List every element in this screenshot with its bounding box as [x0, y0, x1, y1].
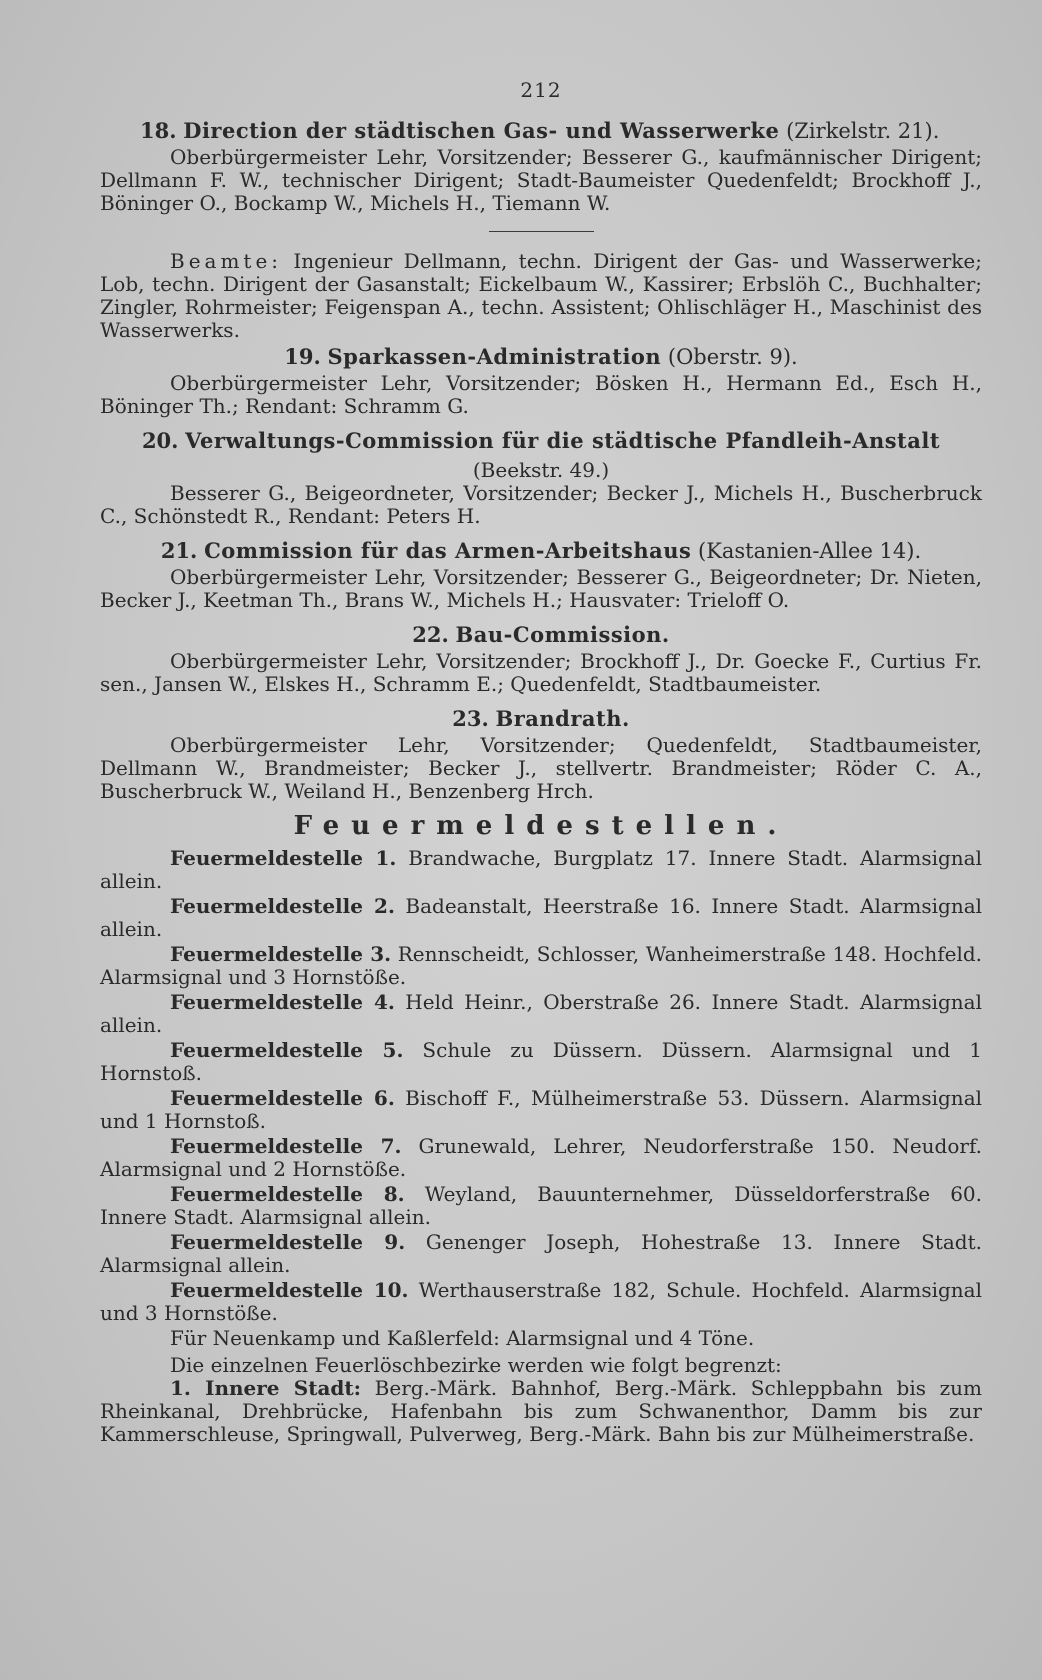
section-number: 18.	[140, 118, 177, 143]
feuermeldestelle-entry	[100, 1135, 982, 1181]
feuermeldestelle-entry	[100, 1231, 982, 1277]
section-number: 23.	[452, 706, 489, 731]
entry-text: Brandwache, Burgplatz 17. Innere Stadt. Alarmsignal allein.	[100, 846, 983, 893]
section-20-address: (Beekstr. 49.)	[472, 458, 610, 482]
entry-text: Schule zu Düssern. Düssern. Alarmsignal und 1 Hornstoß.	[100, 1038, 983, 1085]
feuermeldestelle-entry	[100, 895, 982, 941]
entry-text: Grunewald, Lehrer, Neudorferstraße 150. Neudorf. Alarmsignal und 2 Hornstöße.	[100, 1134, 982, 1181]
feuermeldestelle-entry	[100, 1039, 982, 1085]
section-title: Sparkassen-Administration	[327, 344, 662, 369]
section-18-members: Oberbürgermeister Lehr, Vorsitzender; Besserer G., kaufmännischer Dirigent; Dellmann F. W., technischer Dirigent; Stadt-Baumeister Quedenfeldt; Brockhoff J., Böninger O., Bockamp W., Michels H., Tiemann W.	[100, 145, 982, 215]
page-number: 212	[520, 78, 562, 102]
section-23-heading	[100, 704, 982, 734]
section-22-members: Oberbürgermeister Lehr, Vorsitzender; Brockhoff J., Dr. Goecke F., Curtius Fr. sen., Jansen W., Elskes H., Schramm E.; Quedenfeldt, Stadtbaumeister.	[100, 649, 982, 696]
feuermeldestellen-title: Feuermeldestellen.	[293, 811, 789, 841]
beamte-text: Ingenieur Dellmann, techn. Dirigent der Gas- und Wasserwerke; Lob, techn. Dirigent der Gasanstalt; Eickelbaum W., Kassirer; Erbslöh C., Buchhalter; Zingler, Rohrmeister; Feigenspan A., techn. Assistent; Ohlischläger H., Maschinist des Wasserwerks.	[100, 249, 982, 342]
entry-label: Feuermeldestelle 7.	[170, 1134, 402, 1158]
feuermeldestelle-entry	[100, 847, 982, 893]
entry-label: Feuermeldestelle 2.	[170, 894, 395, 918]
section-number: 20.	[141, 428, 179, 453]
entry-label: Feuermeldestelle 10.	[170, 1278, 409, 1302]
bezirk-1	[100, 1377, 982, 1446]
beamte-label: Beamte:	[170, 249, 283, 273]
section-21-members: Oberbürgermeister Lehr, Vorsitzender; Besserer G., Beigeordneter; Dr. Nieten, Becker J., Keetman Th., Brans W., Michels H.; Hausvater: Trieloff O.	[100, 565, 982, 612]
section-number: 21.	[160, 538, 198, 563]
section-title: Brandrath.	[495, 706, 630, 731]
entry-text: Weyland, Bauunternehmer, Düsseldorferstraße 60. Innere Stadt. Alarmsignal allein.	[100, 1182, 983, 1229]
section-19-heading	[100, 342, 982, 372]
section-18-heading	[100, 116, 982, 146]
entry-text: Genenger Joseph, Hohestraße 13. Innere Stadt. Alarmsignal allein.	[100, 1230, 983, 1277]
entry-text: Badeanstalt, Heerstraße 16. Innere Stadt. Alarmsignal allein.	[100, 894, 983, 941]
feuermeldestelle-entry	[100, 1279, 982, 1325]
entry-text: Held Heinr., Oberstraße 26. Innere Stadt. Alarmsignal allein.	[100, 990, 983, 1037]
section-address: (Kastanien-Allee 14).	[698, 539, 922, 563]
section-20-heading	[100, 426, 982, 456]
bezirk-1-text: Berg.-Märk. Bahnhof, Berg.-Märk. Schleppbahn bis zum Rheinkanal, Drehbrücke, Hafenbahn bis zum Schwanenthor, Damm bis zur Kammerschleuse, Springwall, Pulverweg, Berg.-Märk. Bahn bis zur Mülheimerstraße.	[100, 1376, 982, 1446]
entry-text: Werthauserstraße 182, Schule. Hochfeld. Alarmsignal und 3 Hornstöße.	[100, 1278, 982, 1325]
section-22-heading	[100, 620, 982, 650]
feuermeldestelle-entry	[100, 1087, 982, 1133]
section-title: Bau-Commission.	[455, 622, 670, 647]
section-title: Commission für das Armen-Arbeitshaus	[204, 538, 692, 563]
entry-text: Bischoff F., Mülheimerstraße 53. Düssern. Alarmsignal und 1 Hornstoß.	[100, 1086, 983, 1133]
section-18-beamte	[100, 250, 982, 342]
entry-text: Rennscheidt, Schlosser, Wanheimerstraße 148. Hochfeld. Alarmsignal und 3 Hornstöße.	[100, 942, 982, 989]
feuermeldestelle-entry	[100, 991, 982, 1037]
entry-label: Feuermeldestelle 1.	[170, 846, 397, 870]
feuermeldestelle-entry	[100, 1183, 982, 1229]
bezirk-1-label: 1. Innere Stadt:	[170, 1376, 362, 1400]
entry-label: Feuermeldestelle 3.	[170, 942, 392, 966]
section-title: Direction der städtischen Gas- und Wasserwerke	[183, 118, 780, 143]
section-number: 22.	[412, 622, 449, 647]
entry-label: Feuermeldestelle 6.	[170, 1086, 395, 1110]
section-23-members: Oberbürgermeister Lehr, Vorsitzender; Quedenfeldt, Stadtbaumeister, Dellmann W., Brandmeister; Becker J., stellvertr. Brandmeister; Röder C. A., Buscherbruck W., Weiland H., Benzenberg Hrch.	[100, 733, 982, 803]
divider	[489, 231, 594, 232]
section-address: (Oberstr. 9).	[667, 345, 798, 369]
feuermeldestellen-list	[100, 847, 982, 1325]
entry-label: Feuermeldestelle 8.	[170, 1182, 405, 1206]
neuenkamp-note: Für Neuenkamp und Kaßlerfeld: Alarmsignal und 4 Töne.	[170, 1326, 755, 1350]
entry-label: Feuermeldestelle 5.	[170, 1038, 404, 1062]
entry-label: Feuermeldestelle 9.	[170, 1230, 406, 1254]
section-address: (Zirkelstr. 21).	[786, 119, 940, 143]
section-title: Verwaltungs-Commission für die städtische Pfandleih-Anstalt	[185, 428, 941, 453]
section-21-heading	[100, 536, 982, 566]
section-20-members: Besserer G., Beigeordneter, Vorsitzender; Becker J., Michels H., Buscherbruck C., Schönstedt R., Rendant: Peters H.	[100, 481, 982, 528]
bezirke-intro: Die einzelnen Feuerlöschbezirke werden wie folgt begrenzt:	[170, 1353, 782, 1377]
entry-label: Feuermeldestelle 4.	[170, 990, 395, 1014]
section-19-members: Oberbürgermeister Lehr, Vorsitzender; Bösken H., Hermann Ed., Esch H., Böninger Th.; Rendant: Schramm G.	[100, 371, 982, 418]
section-number: 19.	[284, 344, 321, 369]
feuermeldestelle-entry	[100, 943, 982, 989]
